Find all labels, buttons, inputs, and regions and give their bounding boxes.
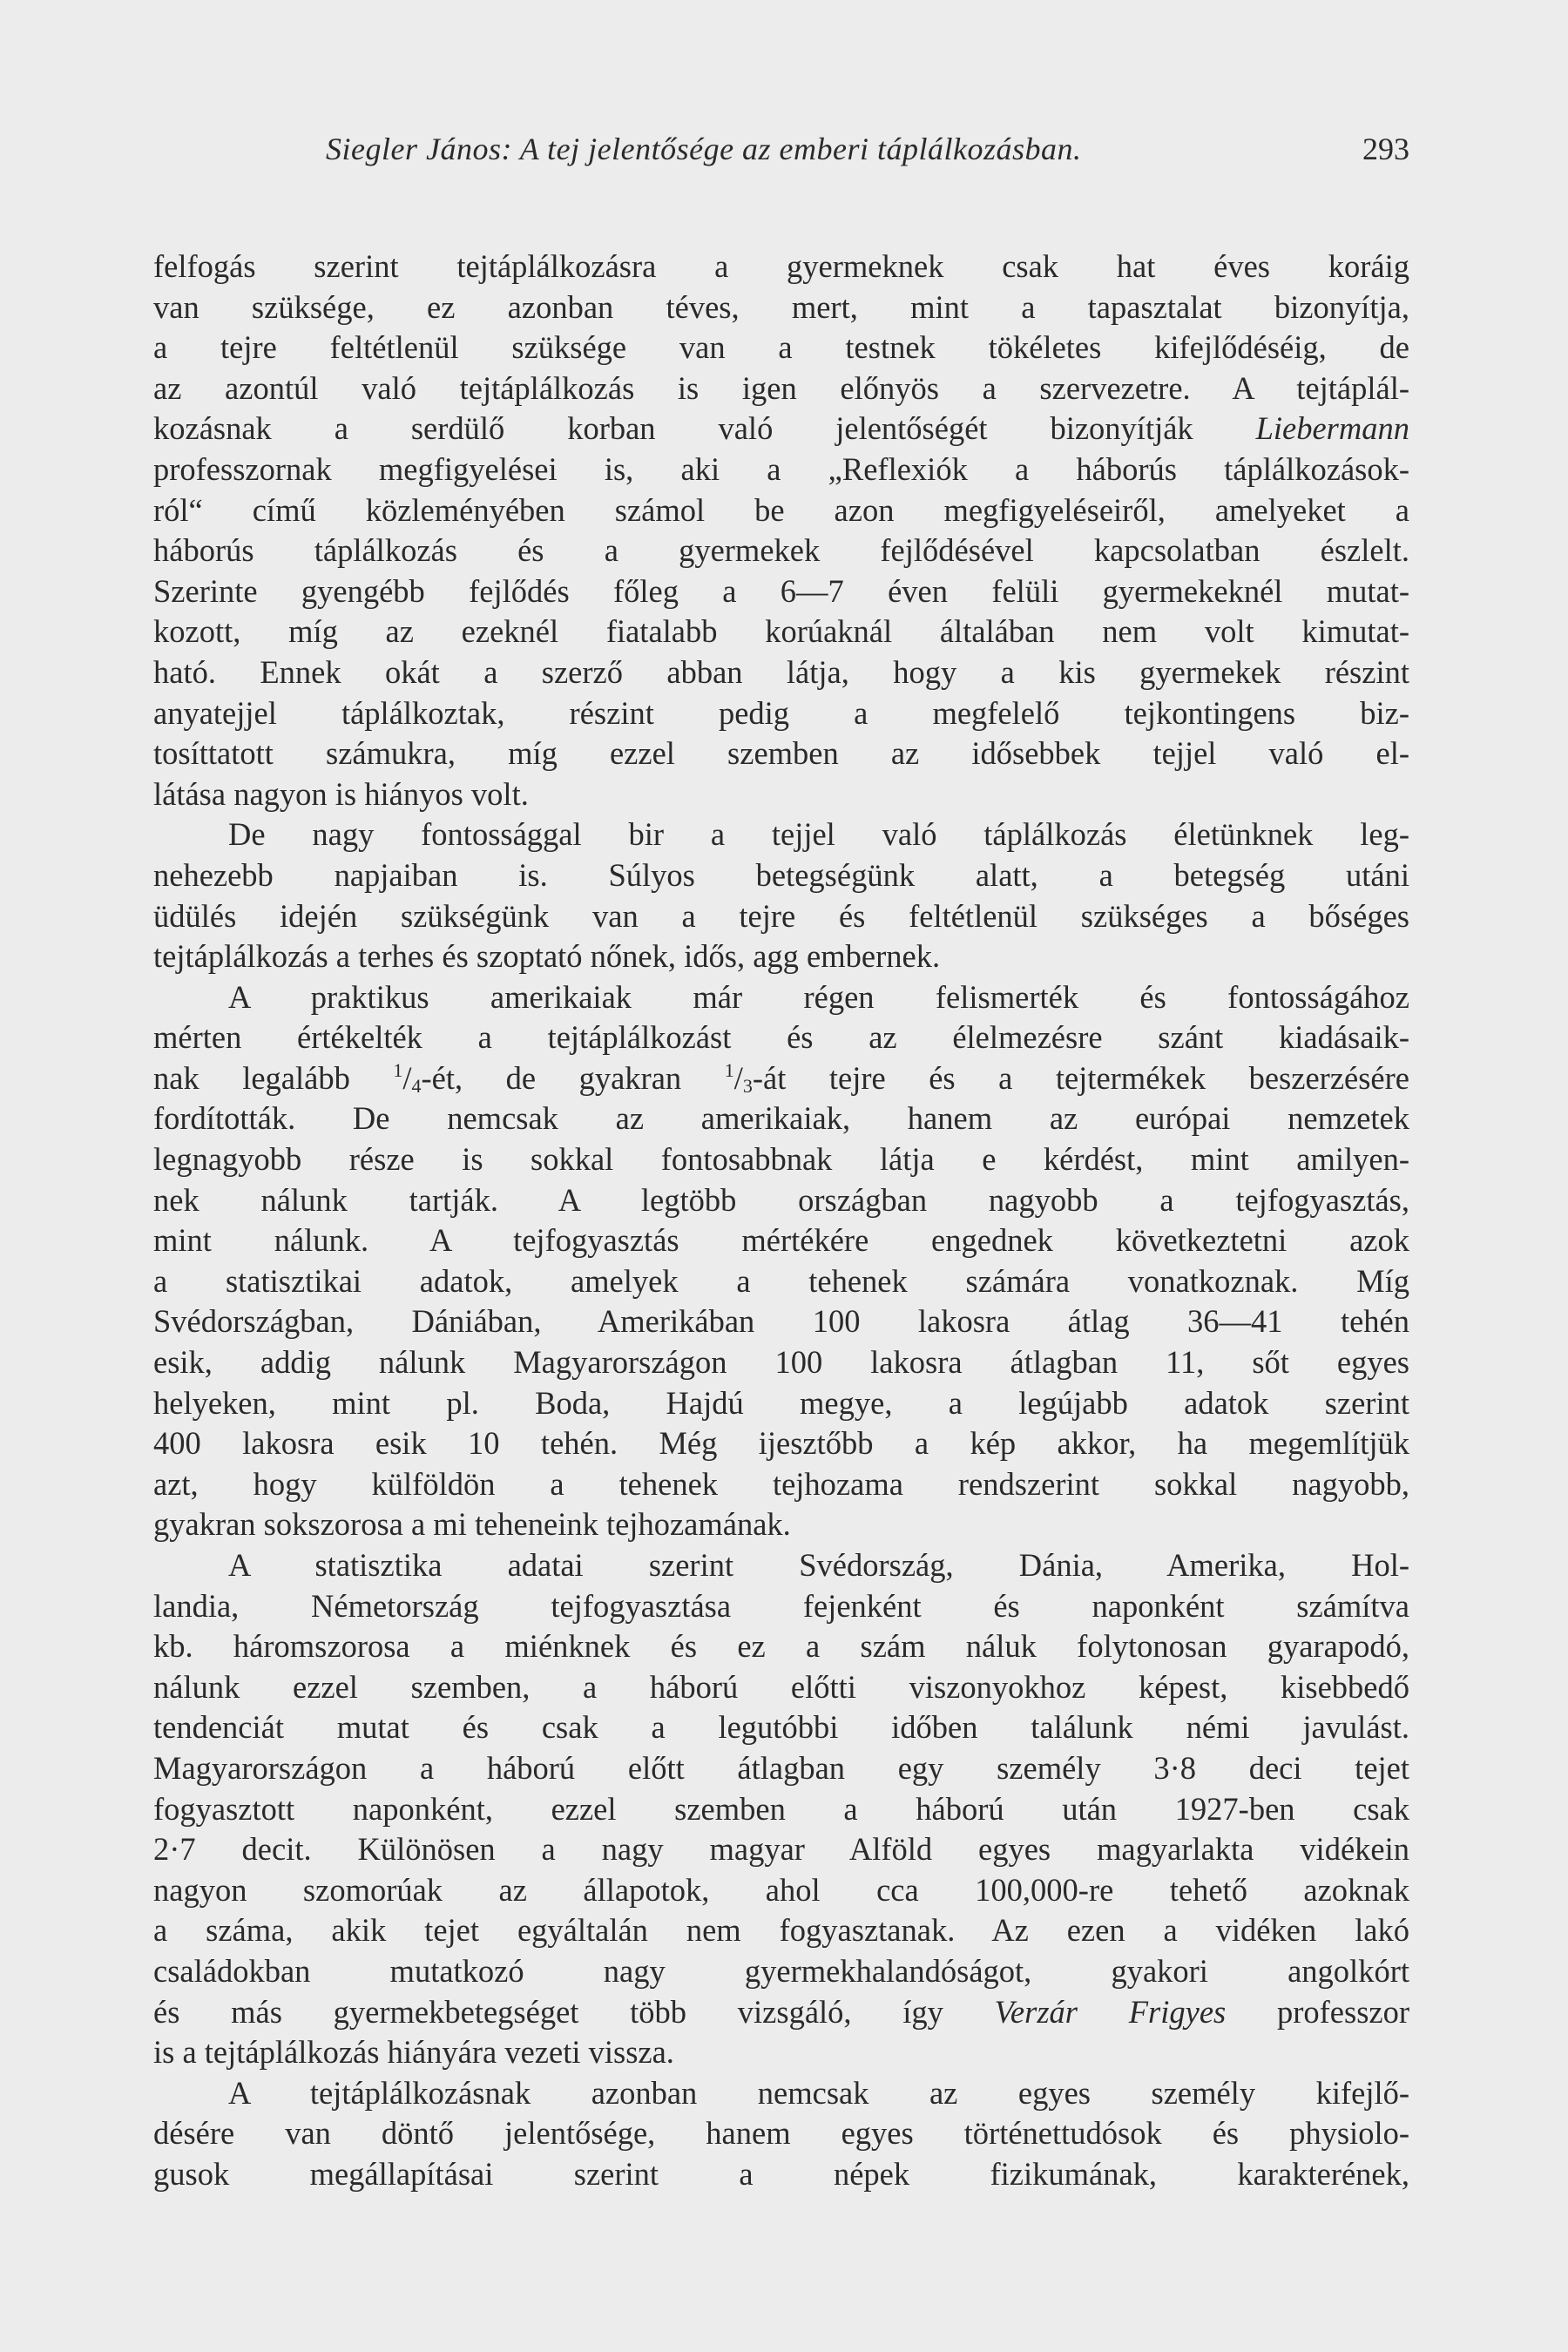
text-segment: /: [733, 1059, 743, 1096]
text-line: [153, 1626, 1409, 1667]
text-line: [153, 1383, 1409, 1424]
text-line: [153, 652, 1409, 693]
text-segment: esik, addig nálunk Magyarországon 100 lakosra átlagban 11, sőt egyes: [153, 1344, 1409, 1381]
text-line: [153, 1910, 1409, 1951]
text-segment: professzor: [1226, 1993, 1409, 2030]
text-line: [153, 1139, 1409, 1180]
text-segment: Svédországban, Dániában, Amerikában 100 lakosra átlag 36—41 tehén: [153, 1303, 1409, 1340]
text-line: [153, 1180, 1409, 1221]
text-line: [153, 409, 1409, 449]
text-segment: désére van döntő jelentősége, hanem egyes történettudósok és physiolo-: [153, 2115, 1409, 2152]
text-line: [153, 1707, 1409, 1748]
text-segment: a tejre feltétlenül szüksége van a testnek tökéletes kifejlődéséig, de: [153, 329, 1409, 366]
text-segment: is a tejtáplálkozás hiányára vezeti vissza.: [153, 2034, 674, 2071]
text-segment: nehezebb napjaiban is. Súlyos betegségünk alatt, a betegség utáni: [153, 856, 1409, 893]
text-segment: Magyarországon a háború előtt átlagban egy személy 3·8 deci tejet: [153, 1749, 1409, 1786]
text-segment: kozásnak a serdülő korban való jelentőségét bizonyítják: [153, 410, 1256, 447]
text-line: [153, 612, 1409, 652]
text-segment: ható. Ennek okát a szerző abban látja, hogy a kis gyermekek részint: [153, 653, 1409, 690]
text-line: [153, 2073, 1409, 2114]
text-line: [153, 368, 1409, 409]
text-line: [153, 1464, 1409, 1505]
text-segment: helyeken, mint pl. Boda, Hajdú megye, a legújabb adatok szerint: [153, 1384, 1409, 1421]
text-segment: mint nálunk. A tejfogyasztás mértékére engednek következtetni azok: [153, 1222, 1409, 1259]
text-line: [153, 1504, 1409, 1545]
page-number: 293: [1362, 132, 1409, 166]
text-line: [153, 287, 1409, 328]
text-segment: legnagyobb része is sokkal fontosabbnak látja e kérdést, mint amilyen-: [153, 1141, 1409, 1178]
text-segment: a száma, akik tejet egyáltalán nem fogyasztanak. Az ezen a vidéken lakó: [153, 1912, 1409, 1949]
fraction-denominator: 3: [742, 1074, 753, 1097]
text-line: [153, 814, 1409, 855]
text-line: [153, 449, 1409, 490]
text-line: [153, 2113, 1409, 2154]
text-segment: üdülés idején szükségünk van a tejre és feltétlenül szükséges a bőséges: [153, 897, 1409, 934]
text-line: [153, 1870, 1409, 1911]
text-line: [153, 1829, 1409, 1870]
text-segment: tosíttatott számukra, míg ezzel szemben az idősebbek tejjel való el-: [153, 735, 1409, 772]
text-line: [153, 733, 1409, 774]
text-line: [153, 1586, 1409, 1627]
italic-name: Verzár Frigyes: [994, 1993, 1227, 2030]
text-line: [153, 936, 1409, 977]
text-line: [153, 328, 1409, 368]
text-segment: fogyasztott naponként, ezzel szemben a háború után 1927-ben csak: [153, 1790, 1409, 1827]
text-line: [153, 855, 1409, 896]
running-title: Siegler János: A tej jelentősége az emberi táplálkozásban.: [326, 132, 1082, 166]
text-segment: A statisztika adatai szerint Svédország, Dánia, Amerika, Hol-: [228, 1547, 1409, 1583]
text-line: [153, 571, 1409, 612]
text-segment: háborús táplálkozás és a gyermekek fejlődésével kapcsolatban észlelt.: [153, 532, 1409, 569]
text-line: [153, 2154, 1409, 2195]
text-line: [153, 1667, 1409, 1708]
text-segment: -ét, de gyakran: [421, 1059, 725, 1096]
text-segment: A tejtáplálkozásnak azonban nemcsak az egyes személy kifejlő-: [228, 2074, 1409, 2111]
text-segment: mérten értékelték a tejtáplálkozást és az élelmezésre szánt kiadásaik-: [153, 1019, 1409, 1056]
text-segment: kb. háromszorosa a miénknek és ez a szám náluk folytonosan gyarapodó,: [153, 1628, 1409, 1665]
text-line: [153, 247, 1409, 287]
text-segment: tendenciát mutat és csak a legutóbbi időben találunk némi javulást.: [153, 1709, 1409, 1746]
text-line: [153, 1545, 1409, 1586]
text-segment: landia, Németország tejfogyasztása fejenként és naponként számítva: [153, 1587, 1409, 1624]
text-segment: Szerinte gyengébb fejlődés főleg a 6—7 éven felüli gyermekeknél mutat-: [153, 572, 1409, 609]
text-segment: azt, hogy külföldön a tehenek tejhozama rendszerint sokkal nagyobb,: [153, 1465, 1409, 1502]
text-line: [153, 2032, 1409, 2073]
text-line: [153, 693, 1409, 734]
text-line: [153, 490, 1409, 531]
text-line: [153, 1017, 1409, 1058]
text-segment: ról“ című közleményében számol be azon megfigyeléseiről, amelyeket a: [153, 491, 1409, 528]
text-segment: nek nálunk tartják. A legtöbb országban nagyobb a tejfogyasztás,: [153, 1181, 1409, 1218]
text-line: [153, 1261, 1409, 1302]
text-segment: 400 lakosra esik 10 tehén. Még ijesztőbb a kép akkor, ha megemlítjük: [153, 1425, 1409, 1462]
text-segment: -át tejre és a tejtermékek beszerzésére: [752, 1059, 1409, 1096]
text-segment: gyakran sokszorosa a mi teheneink tejhozamának.: [153, 1506, 791, 1543]
text-segment: a statisztikai adatok, amelyek a tehenek számára vonatkoznak. Míg: [153, 1262, 1409, 1299]
body-text: [153, 247, 1409, 2195]
text-segment: tejtáplálkozás a terhes és szoptató nőnek, idős, agg embernek.: [153, 938, 941, 975]
text-line: [153, 774, 1409, 815]
text-segment: kozott, míg az ezeknél fiatalabb korúaknál általában nem volt kimutat-: [153, 613, 1409, 650]
text-line: [153, 1220, 1409, 1261]
text-line: [153, 1301, 1409, 1342]
text-segment: A praktikus amerikaiak már régen felismerték és fontosságához: [228, 978, 1409, 1015]
text-line: [153, 1951, 1409, 1992]
text-segment: az azontúl való tejtáplálkozás is igen előnyös a szervezetre. A tejtáplál-: [153, 369, 1409, 406]
text-segment: anyatejjel táplálkoztak, részint pedig a megfelelő tejkontingens biz-: [153, 694, 1409, 731]
text-segment: és más gyermekbetegséget több vizsgáló, így: [153, 1993, 995, 2030]
fraction-denominator: 4: [411, 1074, 422, 1097]
text-segment: nak legalább: [153, 1059, 394, 1096]
text-line: [153, 1342, 1409, 1383]
text-segment: nagyon szomorúak az állapotok, ahol cca 100,000-re tehető azoknak: [153, 1871, 1409, 1908]
text-line: [153, 896, 1409, 937]
fraction-numerator: 1: [393, 1058, 403, 1081]
text-segment: professzornak megfigyelései is, aki a „Reflexiók a háborús táplálkozások-: [153, 450, 1409, 487]
text-line: [153, 1992, 1409, 2033]
text-segment: felfogás szerint tejtáplálkozásra a gyermeknek csak hat éves koráig: [153, 248, 1409, 284]
text-line: [153, 1748, 1409, 1789]
text-segment: /: [402, 1059, 412, 1096]
text-line: [153, 1098, 1409, 1139]
running-head: [153, 127, 1409, 171]
italic-name: Liebermann: [1255, 410, 1409, 447]
fraction-numerator: 1: [724, 1058, 734, 1081]
text-segment: gusok megállapításai szerint a népek fizikumának, karakterének,: [153, 2155, 1409, 2192]
text-line: [153, 1423, 1409, 1464]
text-segment: 2·7 decit. Különösen a nagy magyar Alföld egyes magyarlakta vidékein: [153, 1831, 1409, 1868]
text-line: [153, 977, 1409, 1018]
text-line: [153, 1058, 1409, 1099]
text-segment: van szüksége, ez azonban téves, mert, mint a tapasztalat bizonyítja,: [153, 288, 1409, 325]
text-segment: nálunk ezzel szemben, a háború előtti viszonyokhoz képest, kisebbedő: [153, 1668, 1409, 1705]
text-segment: látása nagyon is hiányos volt.: [153, 775, 529, 812]
text-line: [153, 1789, 1409, 1830]
text-line: [153, 531, 1409, 571]
text-segment: De nagy fontossággal bir a tejjel való táplálkozás életünknek leg-: [228, 816, 1409, 853]
text-segment: családokban mutatkozó nagy gyermekhalandóságot, gyakori angolkórt: [153, 1952, 1409, 1989]
text-segment: fordították. De nemcsak az amerikaiak, hanem az európai nemzetek: [153, 1100, 1409, 1137]
